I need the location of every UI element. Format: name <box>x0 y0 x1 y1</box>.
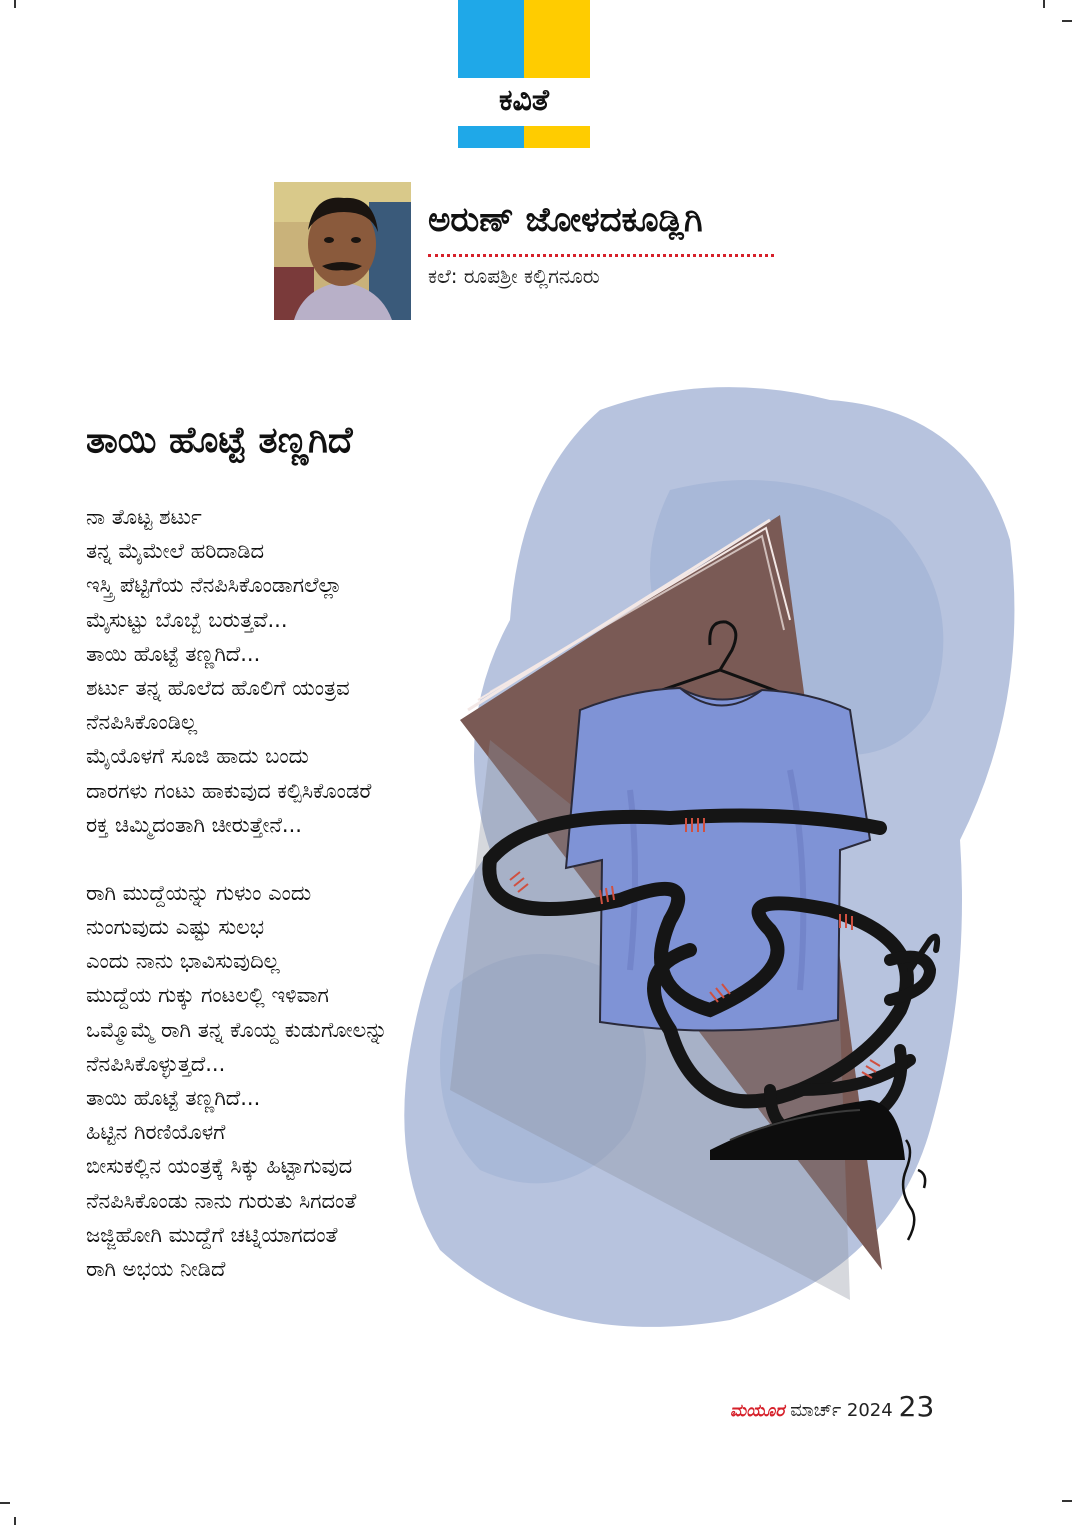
poem-title: ತಾಯಿ ಹೊಟ್ಟೆ ತಣ್ಣಗಿದೆ <box>86 420 353 461</box>
poem-line: ನಾ ತೊಟ್ಟ ಶರ್ಟು <box>86 505 202 529</box>
section-tag-blue-block <box>458 0 524 78</box>
poem-line: ರಾಗಿ ಅಭಯ ನೀಡಿದೆ <box>86 1256 226 1281</box>
section-tag <box>458 0 590 148</box>
poem-line: ನೆನಪಿಸಿಕೊಂಡಿಲ್ಲ <box>86 710 198 735</box>
section-label: ಕವಿತೆ <box>499 83 549 118</box>
poem-line: ತಾಯಿ ಹೊಟ್ಟೆ ತಣ್ಣಗಿದೆ... <box>86 641 261 666</box>
poem-line: ಮೈಯೊಳಗೆ ಸೂಜಿ ಹಾದು ಬಂದು <box>86 744 309 769</box>
art-credit: ಕಲೆ: ರೂಪಶ್ರೀ ಕಲ್ಲಿಗನೂರು <box>428 264 600 288</box>
poem-line: ತನ್ನ ಮೈಮೇಲೆ ಹರಿದಾಡಿದ <box>86 539 265 564</box>
poem-line: ನುಂಗುವುದು ಎಷ್ಟು ಸುಲಭ <box>86 915 265 940</box>
page-footer <box>730 1390 934 1423</box>
author-photo <box>274 182 411 320</box>
poem-line: ಮುದ್ದೆಯ ಗುಕ್ಕು ಗಂಟಲಲ್ಲಿ ಇಳಿವಾಗ <box>86 983 329 1008</box>
author-name: ಅರುಣ್ ಜೋಳದಕೂಡ್ಲಿಗಿ <box>428 200 703 240</box>
poem-line: ಮೈಸುಟ್ಟು ಬೊಬ್ಬೆ ಬರುತ್ತವೆ... <box>86 607 288 632</box>
poem-body <box>86 500 546 1286</box>
poem-line: ಒಮ್ಮೊಮ್ಮೆ ರಾಗಿ ತನ್ನ ಕೊಯ್ದ ಕುಡುಗೋಲನ್ನು <box>86 1017 388 1042</box>
section-tag-yellow-block <box>524 0 590 78</box>
poem-line: ಶರ್ಟು ತನ್ನ ಹೊಲೆದ ಹೊಲಿಗೆ ಯಂತ್ರವ <box>86 675 350 700</box>
section-tag-blue-bar <box>458 126 524 148</box>
poem-line: ನೆನಪಿಸಿಕೊಳ್ಳುತ್ತದೆ... <box>86 1051 226 1076</box>
poem-line: ಎಂದು ನಾನು ಭಾವಿಸುವುದಿಲ್ಲ <box>86 949 280 974</box>
poem-line: ಜಜ್ಜಿಹೋಗಿ ಮುದ್ದೆಗೆ ಚಟ್ನಿಯಾಗದಂತೆ <box>86 1222 338 1247</box>
poem-line: ದಾರಗಳು ಗಂಟು ಹಾಕುವುದ ಕಲ್ಪಿಸಿಕೊಂಡರೆ <box>86 778 372 803</box>
poem-line: ತಾಯಿ ಹೊಟ್ಟೆ ತಣ್ಣಗಿದೆ... <box>86 1086 261 1110</box>
section-tag-yellow-bar <box>524 126 590 148</box>
poem-line: ಇಸ್ತ್ರಿ ಪೆಟ್ಟಿಗೆಯ ನೆನಪಿಸಿಕೊಂಡಾಗಲೆಲ್ಲಾ <box>86 573 343 598</box>
poem-line: ನೆನಪಿಸಿಕೊಂಡು ನಾನು ಗುರುತು ಸಿಗದಂತೆ <box>86 1188 357 1213</box>
poem-line: ರಕ್ತ ಚಿಮ್ಮಿದಂತಾಗಿ ಚೀರುತ್ತೇನೆ... <box>86 812 302 837</box>
magazine-name: ಮಯೂರ <box>730 1401 785 1421</box>
poem-line: ಹಿಟ್ಟಿನ ಗಿರಣಿಯೊಳಗೆ <box>86 1120 226 1145</box>
issue-date: ಮಾರ್ಚ್ 2024 <box>790 1400 893 1421</box>
poem-line: ರಾಗಿ ಮುದ್ದೆಯನ್ನು ಗುಳುಂ ಎಂದು <box>86 880 312 905</box>
page-number: 23 <box>898 1390 935 1423</box>
poem-line: ಬೀಸುಕಲ್ಲಿನ ಯಂತ್ರಕ್ಕೆ ಸಿಕ್ಕು ಹಿಟ್ಟಾಗುವುದ <box>86 1154 353 1179</box>
stanza-break <box>86 842 546 876</box>
author-divider <box>428 254 774 257</box>
